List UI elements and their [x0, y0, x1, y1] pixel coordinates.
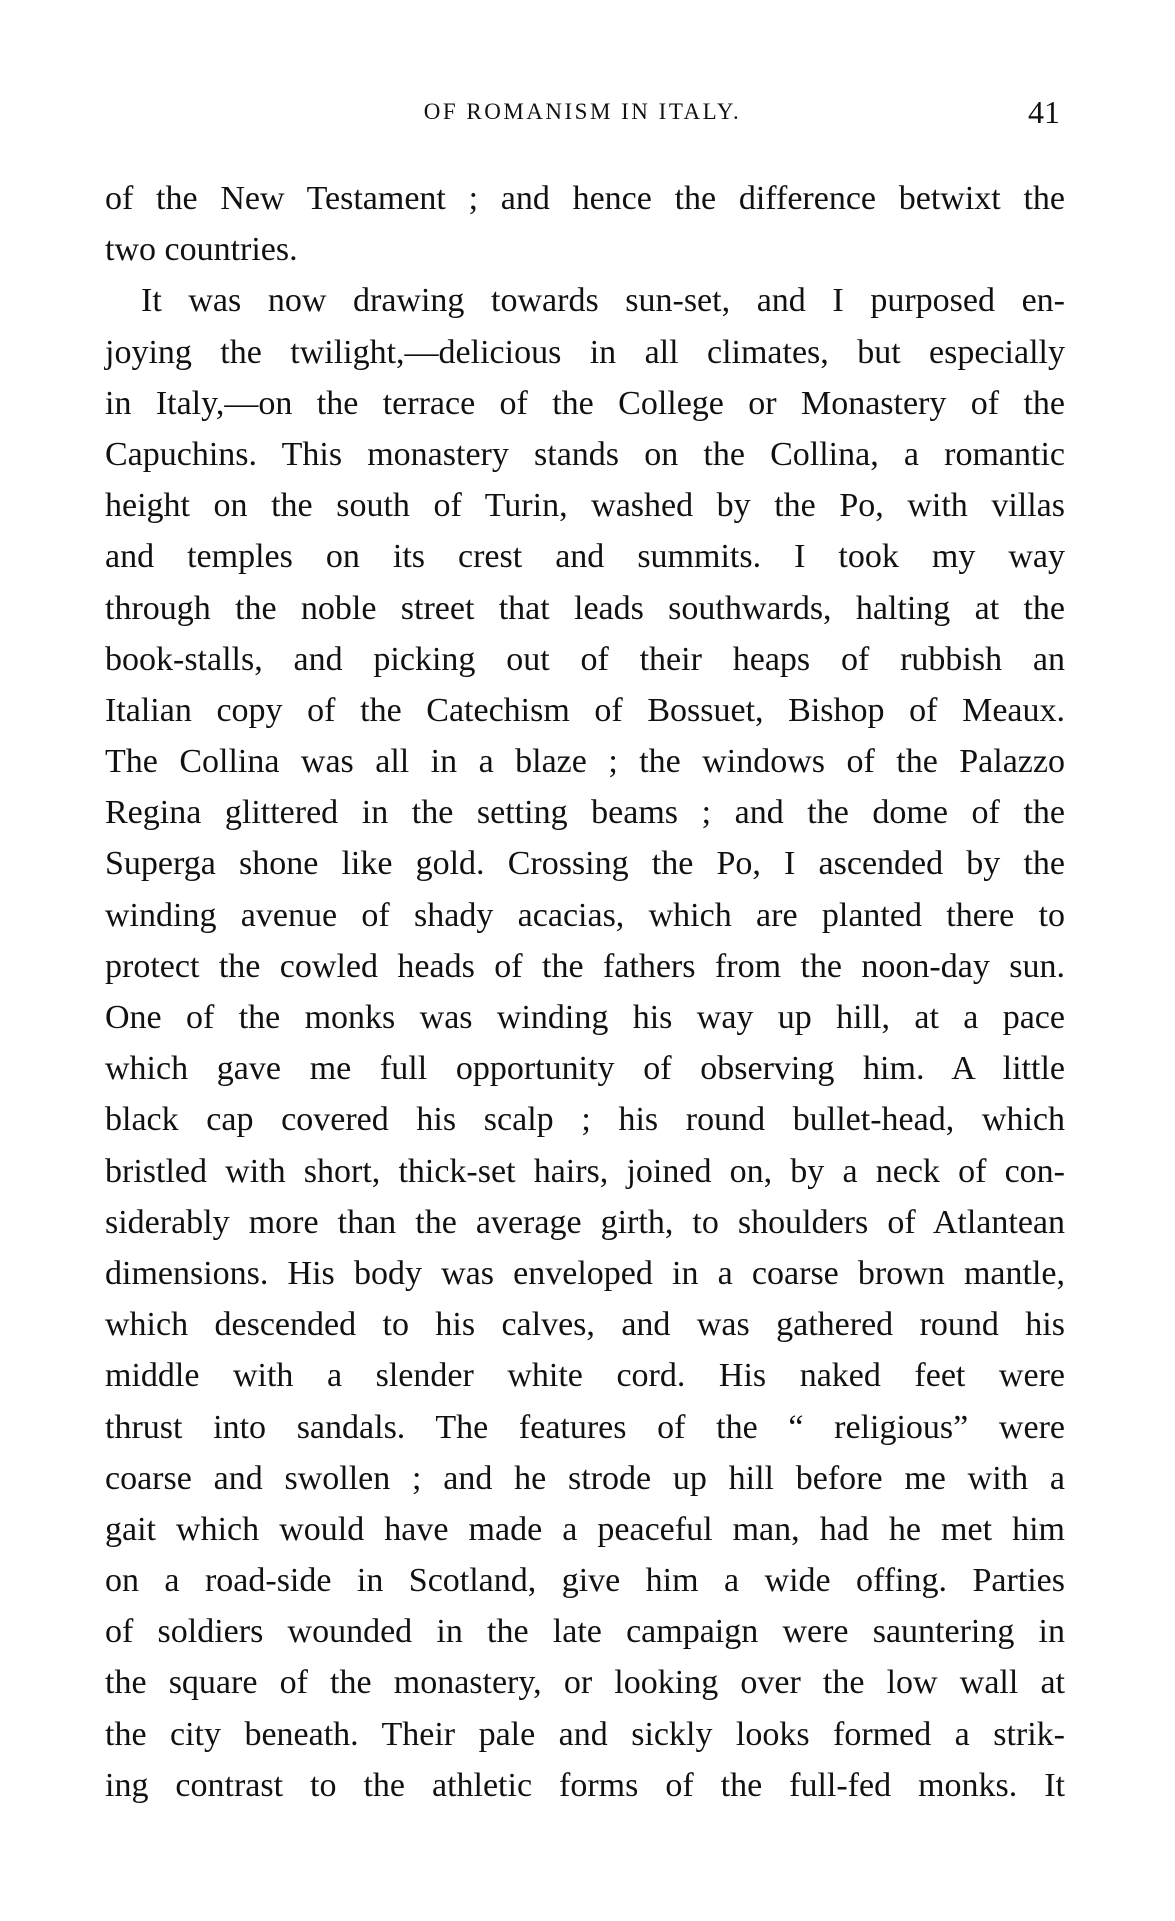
text-line: the city beneath. Their pale and sickly looks formed a strik- [105, 1715, 1065, 1753]
paragraph-2 [105, 275, 1065, 1811]
text-line: Italian copy of the Catechism of Bossuet, Bishop of Meaux. [105, 691, 1065, 729]
text-line: dimensions. His body was enveloped in a coarse brown mantle, [105, 1254, 1065, 1292]
text-line: the square of the monastery, or looking over the low wall at [105, 1664, 1065, 1702]
text-line: Superga shone like gold. Crossing the Po, I ascended by the [105, 845, 1065, 883]
paragraph-1 [105, 173, 1065, 275]
text-line: of the New Testament ; and hence the difference betwixt the [105, 180, 1065, 217]
body-text [105, 173, 1065, 1811]
text-line: coarse and swollen ; and he strode up hill before me with a [105, 1459, 1065, 1497]
page-number: 41 [1028, 94, 1060, 130]
text-line: gait which would have made a peaceful man, had he met him [105, 1510, 1065, 1548]
running-head [105, 92, 1060, 132]
text-line: joying the twilight,—delicious in all climates, but especially [105, 333, 1065, 371]
text-line: ing contrast to the athletic forms of the full-fed monks. It [105, 1766, 1065, 1804]
text-line: protect the cowled heads of the fathers from the noon-day sun. [105, 947, 1065, 985]
text-line: in Italy,—on the terrace of the College or Monastery of the [105, 384, 1065, 422]
text-line: through the noble street that leads southwards, halting at the [105, 589, 1065, 627]
text-line: Regina glittered in the setting beams ; and the dome of the [105, 794, 1065, 832]
text-line: bristled with short, thick-set hairs, joined on, by a neck of con- [105, 1152, 1065, 1190]
text-line: and temples on its crest and summits. I took my way [105, 538, 1065, 576]
text-line: which gave me full opportunity of observing him. A little [105, 1050, 1065, 1088]
text-line: thrust into sandals. The features of the “ religious” were [105, 1408, 1065, 1446]
text-line: siderably more than the average girth, to shoulders of Atlantean [105, 1203, 1065, 1241]
text-line: black cap covered his scalp ; his round bullet-head, which [105, 1101, 1065, 1139]
text-line: book-stalls, and picking out of their heaps of rubbish an [105, 640, 1065, 678]
text-line: two countries. [105, 231, 298, 269]
text-line: One of the monks was winding his way up hill, at a pace [105, 999, 1065, 1036]
text-line: height on the south of Turin, washed by the Po, with villas [105, 487, 1065, 525]
text-line: The Collina was all in a blaze ; the windows of the Palazzo [105, 743, 1065, 781]
running-title: OF ROMANISM IN ITALY. [423, 99, 742, 124]
text-line: of soldiers wounded in the late campaign were sauntering in [105, 1613, 1065, 1651]
text-line: winding avenue of shady acacias, which are planted there to [105, 896, 1065, 934]
text-line: which descended to his calves, and was gathered round his [105, 1306, 1065, 1344]
text-line: It was now drawing towards sun-set, and I purposed en- [141, 282, 1065, 320]
text-line: middle with a slender white cord. His naked feet were [105, 1357, 1065, 1395]
text-line: on a road-side in Scotland, give him a wide offing. Parties [105, 1562, 1065, 1600]
text-line: Capuchins. This monastery stands on the Collina, a romantic [105, 435, 1065, 473]
